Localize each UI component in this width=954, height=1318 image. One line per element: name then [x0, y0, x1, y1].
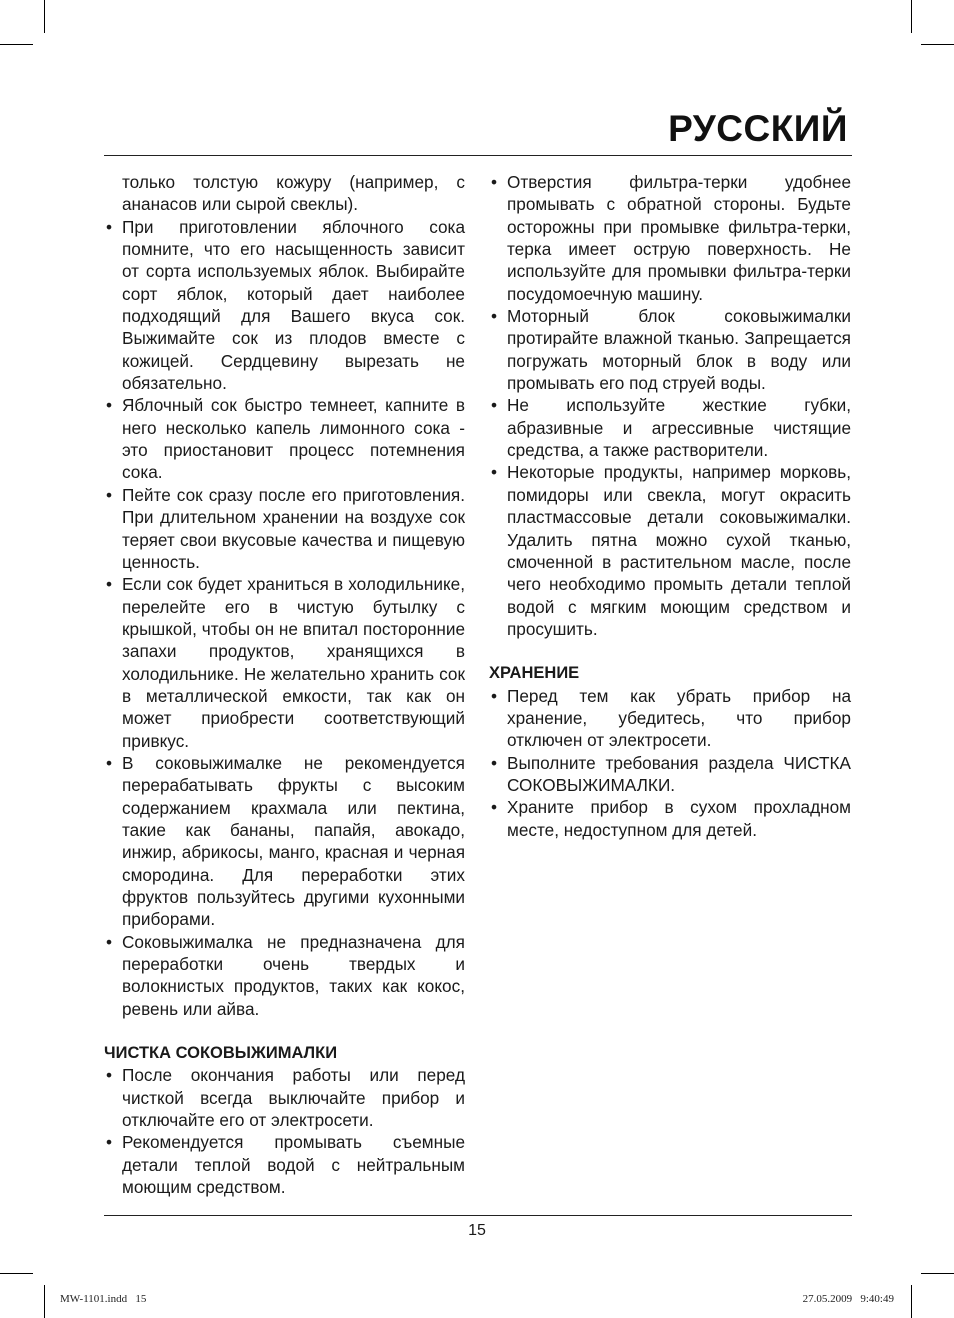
- bullet-icon: •: [106, 931, 113, 952]
- list-item-text: Храните прибор в сухом прохладном месте, недоступном для детей.: [507, 797, 851, 840]
- footer-divider: [104, 1215, 852, 1216]
- bullet-icon: •: [491, 172, 498, 192]
- header-divider: [104, 155, 852, 156]
- list-item: [489, 305, 851, 394]
- list-item-text: Отверстия фильтра-терки удобнее промывать с обратной стороны. Будьте осторожны при промывке фильтра-терки, терка имеет острую поверхность. Не используйте для промывки фильтра-терки посудомоечную машину.: [507, 172, 851, 304]
- list-item-text: Если сок будет храниться в холодильнике, перелейте его в чистую бутылку с крышкой, чтобы он не впитал посторонние запахи продуктов, хранящихся в холодильнике. Не желательно хранить сок в металлической емкости, так как он может приобрести соответствующий привкус.: [122, 574, 465, 751]
- list-item: [489, 461, 851, 640]
- left-column: [104, 171, 465, 1198]
- crop-mark: [911, 1285, 912, 1318]
- crop-mark: [921, 1273, 954, 1274]
- bullet-icon: •: [106, 216, 113, 237]
- list-item-text: Выполните требования раздела ЧИСТКА СОКОВЫЖИМАЛКИ.: [507, 752, 851, 795]
- list-item: [104, 573, 465, 752]
- crop-mark: [921, 44, 954, 45]
- bullet-icon: •: [491, 752, 498, 773]
- continuation-text: только толстую кожуру (например, с ананасов или сырой свеклы).: [122, 172, 465, 215]
- list-item: [104, 752, 465, 931]
- list-item: [489, 171, 851, 305]
- list-item-text: Не используйте жесткие губки, абразивные и агрессивные чистящие средства, а также растворители.: [507, 395, 851, 461]
- bullet-icon: •: [491, 306, 498, 327]
- list-item-text: При приготовлении яблочного сока помните, что его насыщенность зависит от сорта используемых яблок. Выбирайте сорт яблок, который дает наиболее подходящий для Вашего вкуса сок. Выжимайте сок из плодов вместе с кожицей. Сердцевину вырезать не обязательно.: [122, 216, 465, 394]
- list-item-text: Яблочный сок быстро темнеет, капните в него несколько капель лимонного сока - это приостановит процесс потемнения сока.: [122, 395, 465, 483]
- bullet-icon: •: [106, 752, 113, 773]
- page-number: 15: [468, 1222, 486, 1239]
- list-item-text: Моторный блок соковыжималки протирайте влажной тканью. Запрещается погружать моторный блок в воду или промывать его под струей воды.: [507, 306, 851, 394]
- crop-mark: [44, 1285, 45, 1318]
- bullet-icon: •: [106, 484, 113, 505]
- bullet-icon: •: [491, 685, 498, 706]
- list-item: [104, 1131, 465, 1198]
- list-item-text: Рекомендуется промывать съемные детали теплой водой с нейтральным моющим средством.: [122, 1132, 465, 1198]
- list-item: [489, 796, 851, 841]
- list-item: [489, 685, 851, 752]
- list-item: [489, 394, 851, 461]
- list-item-text: После окончания работы или перед чисткой всегда выключайте прибор и отключайте его от электросети.: [122, 1065, 465, 1131]
- file-slug: MW-1101.indd 15: [60, 1293, 147, 1305]
- page-title: РУССКИЙ: [668, 108, 848, 149]
- bullet-icon: •: [106, 395, 113, 416]
- crop-mark: [44, 0, 45, 33]
- bullet-icon: •: [491, 462, 498, 483]
- crop-mark: [911, 0, 912, 33]
- list-item-text: Соковыжималка не предназначена для переработки очень твердых и волокнистых продуктов, таких как кокос, ревень или айва.: [122, 931, 465, 1019]
- list-item-text: В соковыжималке не рекомендуется перерабатывать фрукты с высоким содержанием крахмала или пектина, такие как бананы, папайя, авокадо, инжир, абрикосы, манго, красная и черная смородина. Для переработки этих фруктов пользуйтесь другими кухонными приборами.: [122, 752, 465, 930]
- bullet-icon: •: [491, 395, 498, 416]
- bullet-icon: •: [106, 574, 113, 595]
- bullet-icon: •: [106, 1132, 113, 1153]
- section-heading-cleaning: ЧИСТКА СОКОВЫЖИМАЛКИ: [104, 1044, 338, 1063]
- print-timestamp: 27.05.2009 9:40:49: [802, 1293, 894, 1305]
- list-item-text: Пейте сок сразу после его приготовления. При длительном хранении на воздухе сок теряет свои вкусовые качества и пищевую ценность.: [122, 484, 465, 572]
- list-item: [104, 1064, 465, 1131]
- right-column: [489, 171, 851, 841]
- list-item: [104, 484, 465, 573]
- section-heading-storage: ХРАНЕНИЕ: [489, 664, 580, 683]
- list-item-text: Перед тем как убрать прибор на хранение, убедитесь, что прибор отключен от электросети.: [507, 685, 851, 751]
- bullet-icon: •: [106, 1065, 113, 1086]
- list-item: [104, 931, 465, 1020]
- list-item-text: Некоторые продукты, например морковь, помидоры или свекла, могут окрасить пластмассовые детали соковыжималки. Удалить пятна можно сухой тканью, смоченной в растительном масле, после чего необходимо промыть детали теплой водой с мягким моющим средством и просушить.: [507, 462, 851, 639]
- list-item: [104, 394, 465, 483]
- bullet-icon: •: [491, 797, 498, 818]
- crop-mark: [0, 44, 33, 45]
- crop-mark: [0, 1273, 33, 1274]
- list-item: [489, 752, 851, 797]
- list-item: [104, 216, 465, 395]
